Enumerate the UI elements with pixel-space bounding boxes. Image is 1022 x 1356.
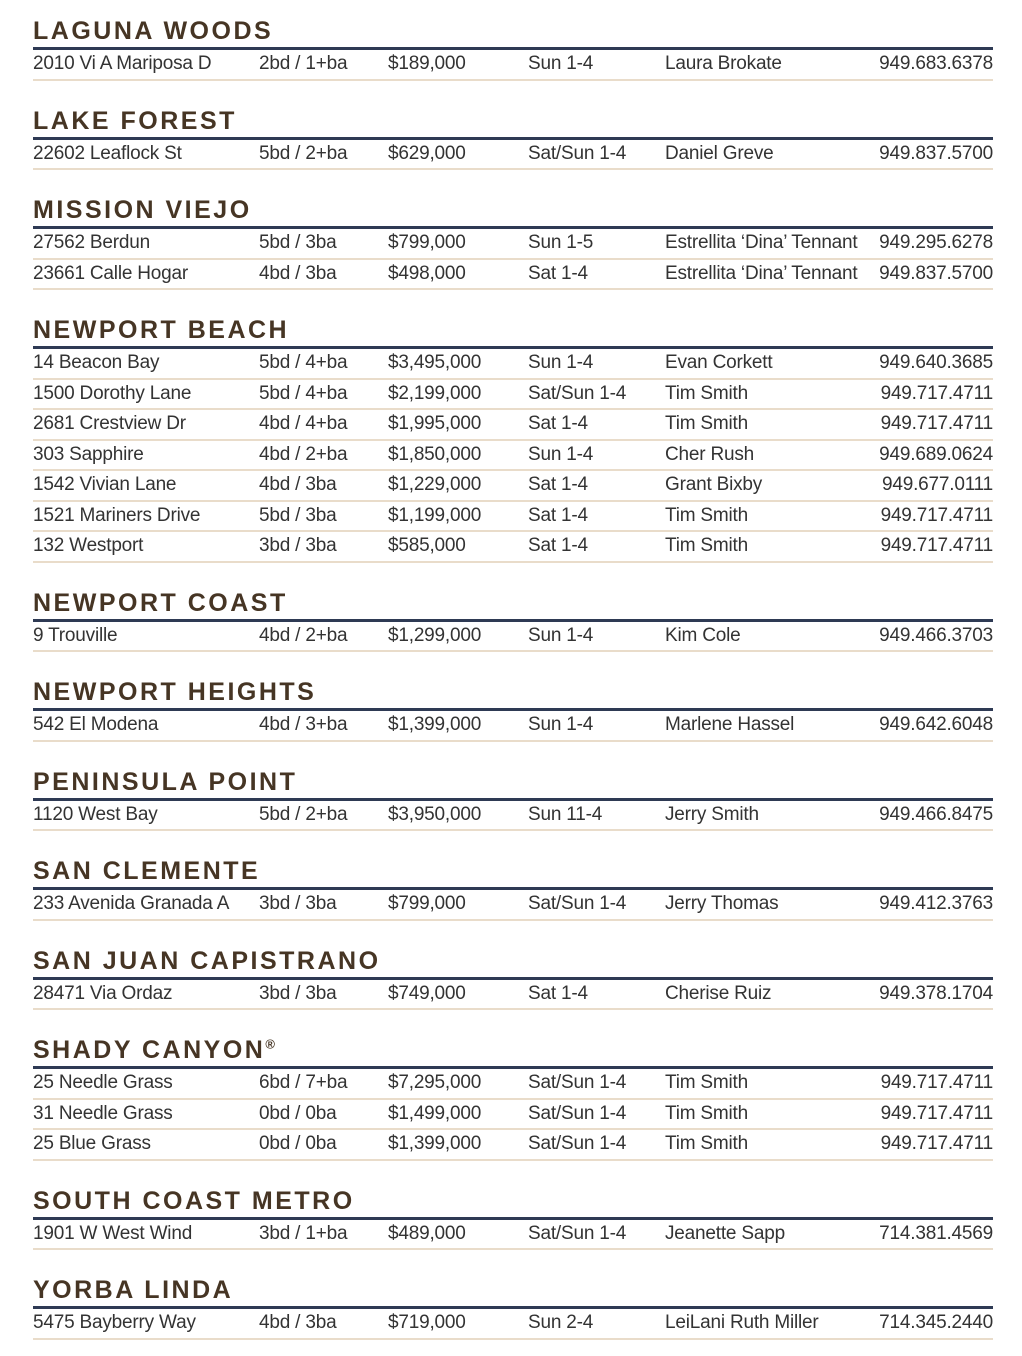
agent-name: Tim Smith bbox=[665, 1072, 748, 1094]
open-house-time: Sun 1-4 bbox=[528, 53, 594, 75]
listing-bed-bath: 0bd / 0ba bbox=[259, 1133, 337, 1155]
listing-rows bbox=[33, 1309, 993, 1340]
listing-price: $1,399,000 bbox=[388, 714, 482, 736]
agent-phone: 949.642.6048 bbox=[879, 714, 993, 736]
listing-price: $719,000 bbox=[388, 1312, 466, 1334]
listing-price: $489,000 bbox=[388, 1222, 466, 1244]
city-section bbox=[33, 680, 993, 742]
open-house-time: Sat 1-4 bbox=[528, 982, 588, 1004]
city-heading-text: LAGUNA WOODS bbox=[33, 17, 274, 45]
agent-name: Estrellita ‘Dina’ Tennant bbox=[665, 232, 858, 254]
city-section bbox=[33, 1278, 993, 1340]
open-house-time: Sat 1-4 bbox=[528, 535, 588, 557]
open-house-time: Sat 1-4 bbox=[528, 413, 588, 435]
listing-rows bbox=[33, 229, 993, 290]
city-heading bbox=[33, 859, 993, 890]
agent-name: Jerry Smith bbox=[665, 803, 759, 825]
listing-address: 23661 Calle Hogar bbox=[33, 262, 189, 284]
open-house-time: Sat/Sun 1-4 bbox=[528, 1072, 627, 1094]
agent-phone: 949.837.5700 bbox=[879, 262, 993, 284]
listing-address: 1901 W West Wind bbox=[33, 1222, 193, 1244]
city-section bbox=[33, 19, 993, 81]
agent-phone: 949.837.5700 bbox=[879, 142, 993, 164]
city-heading bbox=[33, 19, 993, 50]
listing-row bbox=[33, 711, 993, 742]
listing-rows bbox=[33, 50, 993, 81]
listing-bed-bath: 4bd / 4+ba bbox=[259, 413, 348, 435]
agent-name: Laura Brokate bbox=[665, 53, 782, 75]
open-house-time: Sat/Sun 1-4 bbox=[528, 382, 627, 404]
listing-rows bbox=[33, 1220, 993, 1251]
listing-row bbox=[33, 1130, 993, 1161]
listing-rows bbox=[33, 801, 993, 832]
agent-phone: 949.717.4711 bbox=[880, 535, 993, 557]
agent-phone: 949.378.1704 bbox=[879, 982, 993, 1004]
agent-name: Tim Smith bbox=[665, 504, 748, 526]
listing-price: $799,000 bbox=[388, 893, 466, 915]
city-heading bbox=[33, 198, 993, 229]
listing-row bbox=[33, 471, 993, 502]
city-heading bbox=[33, 106, 993, 140]
agent-phone: 949.683.6378 bbox=[879, 53, 993, 75]
city-section bbox=[33, 318, 993, 563]
open-house-time: Sat 1-4 bbox=[528, 504, 588, 526]
city-heading-text: SAN CLEMENTE bbox=[33, 857, 261, 885]
city-heading-text: SHADY CANYON bbox=[33, 1036, 266, 1064]
city-heading bbox=[33, 1186, 993, 1220]
open-house-time: Sun 2-4 bbox=[528, 1312, 594, 1334]
city-heading-text: SOUTH COAST METRO bbox=[33, 1186, 355, 1215]
city-heading-text: NEWPORT BEACH bbox=[33, 316, 290, 344]
city-section bbox=[33, 198, 993, 290]
agent-name: Kim Cole bbox=[665, 624, 741, 646]
listing-bed-bath: 3bd / 3ba bbox=[259, 893, 337, 915]
agent-phone: 714.381.4569 bbox=[879, 1222, 993, 1244]
open-house-time: Sun 1-5 bbox=[528, 232, 594, 254]
listing-row bbox=[33, 980, 993, 1011]
city-heading bbox=[33, 1278, 993, 1309]
listing-row bbox=[33, 380, 993, 411]
agent-phone: 949.717.4711 bbox=[880, 382, 993, 404]
listing-bed-bath: 4bd / 3ba bbox=[259, 1312, 337, 1334]
agent-name: LeiLani Ruth Miller bbox=[665, 1312, 819, 1334]
listing-bed-bath: 5bd / 4+ba bbox=[259, 352, 348, 374]
listing-bed-bath: 4bd / 3ba bbox=[259, 474, 337, 496]
listing-row bbox=[33, 1220, 993, 1251]
listing-price: $7,295,000 bbox=[388, 1072, 482, 1094]
city-heading-text: LAKE FOREST bbox=[33, 106, 237, 135]
city-section bbox=[33, 859, 993, 921]
open-house-time: Sun 1-4 bbox=[528, 352, 594, 374]
listing-address: 5475 Bayberry Way bbox=[33, 1312, 196, 1334]
listing-row bbox=[33, 1309, 993, 1340]
city-heading bbox=[33, 318, 993, 349]
listing-bed-bath: 5bd / 2+ba bbox=[259, 803, 348, 825]
listing-price: $1,995,000 bbox=[388, 413, 482, 435]
listing-rows bbox=[33, 349, 993, 563]
listing-bed-bath: 5bd / 2+ba bbox=[259, 142, 348, 164]
listing-address: 25 Blue Grass bbox=[33, 1133, 151, 1155]
listing-row bbox=[33, 349, 993, 380]
agent-name: Marlene Hassel bbox=[665, 714, 795, 736]
listing-address: 1521 Mariners Drive bbox=[33, 504, 201, 526]
listing-price: $799,000 bbox=[388, 232, 466, 254]
open-house-time: Sat/Sun 1-4 bbox=[528, 1133, 627, 1155]
agent-phone: 949.717.4711 bbox=[880, 1133, 993, 1155]
listing-address: 31 Needle Grass bbox=[33, 1102, 173, 1124]
listings-container bbox=[33, 19, 993, 1340]
listing-price: $1,399,000 bbox=[388, 1133, 482, 1155]
listing-bed-bath: 6bd / 7+ba bbox=[259, 1072, 348, 1094]
open-house-time: Sat 1-4 bbox=[528, 474, 588, 496]
listing-bed-bath: 4bd / 3ba bbox=[259, 262, 337, 284]
listing-address: 303 Sapphire bbox=[33, 443, 144, 465]
listing-row bbox=[33, 140, 993, 171]
listing-price: $2,199,000 bbox=[388, 382, 482, 404]
listing-row bbox=[33, 1069, 993, 1100]
listing-address: 14 Beacon Bay bbox=[33, 352, 160, 374]
agent-name: Jerry Thomas bbox=[665, 893, 779, 915]
agent-phone: 949.717.4711 bbox=[880, 504, 993, 526]
listing-price: $3,495,000 bbox=[388, 352, 482, 374]
listing-price: $1,199,000 bbox=[388, 504, 482, 526]
open-house-time: Sat/Sun 1-4 bbox=[528, 1222, 627, 1244]
listing-address: 1542 Vivian Lane bbox=[33, 474, 177, 496]
agent-phone: 714.345.2440 bbox=[879, 1312, 993, 1334]
agent-phone: 949.466.8475 bbox=[879, 803, 993, 825]
listing-address: 132 Westport bbox=[33, 535, 144, 557]
open-house-time: Sun 1-4 bbox=[528, 714, 594, 736]
listing-price: $1,299,000 bbox=[388, 624, 482, 646]
listing-bed-bath: 3bd / 3ba bbox=[259, 535, 337, 557]
agent-phone: 949.295.6278 bbox=[879, 232, 993, 254]
listing-price: $585,000 bbox=[388, 535, 466, 557]
city-section bbox=[33, 588, 993, 653]
listing-address: 233 Avenida Granada A bbox=[33, 893, 230, 915]
city-section bbox=[33, 1186, 993, 1251]
listing-bed-bath: 3bd / 1+ba bbox=[259, 1222, 348, 1244]
agent-name: Estrellita ‘Dina’ Tennant bbox=[665, 262, 858, 284]
city-heading bbox=[33, 767, 993, 801]
listing-price: $1,850,000 bbox=[388, 443, 482, 465]
agent-name: Cherise Ruiz bbox=[665, 982, 772, 1004]
listing-row bbox=[33, 622, 993, 653]
agent-phone: 949.717.4711 bbox=[880, 413, 993, 435]
listing-rows bbox=[33, 140, 993, 171]
listing-price: $629,000 bbox=[388, 142, 466, 164]
city-heading-text: YORBA LINDA bbox=[33, 1276, 234, 1304]
agent-name: Evan Corkett bbox=[665, 352, 773, 374]
listing-address: 2681 Crestview Dr bbox=[33, 413, 186, 435]
listing-row bbox=[33, 50, 993, 81]
listing-rows bbox=[33, 622, 993, 653]
city-heading-text: MISSION VIEJO bbox=[33, 196, 252, 224]
listing-rows bbox=[33, 711, 993, 742]
agent-name: Grant Bixby bbox=[665, 474, 763, 496]
registered-mark: ® bbox=[265, 1036, 275, 1052]
listing-bed-bath: 4bd / 2+ba bbox=[259, 443, 348, 465]
open-house-time: Sat 1-4 bbox=[528, 262, 588, 284]
listing-row bbox=[33, 441, 993, 472]
listing-address: 28471 Via Ordaz bbox=[33, 982, 173, 1004]
listing-bed-bath: 5bd / 3ba bbox=[259, 504, 337, 526]
listing-price: $1,229,000 bbox=[388, 474, 482, 496]
open-house-time: Sun 1-4 bbox=[528, 624, 594, 646]
listing-bed-bath: 2bd / 1+ba bbox=[259, 53, 348, 75]
listing-bed-bath: 4bd / 2+ba bbox=[259, 624, 348, 646]
agent-phone: 949.677.0111 bbox=[881, 474, 993, 496]
listing-row bbox=[33, 1100, 993, 1131]
agent-name: Jeanette Sapp bbox=[665, 1222, 785, 1244]
listing-address: 2010 Vi A Mariposa D bbox=[33, 53, 212, 75]
city-section bbox=[33, 106, 993, 171]
agent-name: Daniel Greve bbox=[665, 142, 774, 164]
listing-address: 1120 West Bay bbox=[33, 803, 158, 825]
city-heading bbox=[33, 1038, 993, 1069]
listing-row bbox=[33, 532, 993, 563]
listing-price: $3,950,000 bbox=[388, 803, 482, 825]
listing-address: 25 Needle Grass bbox=[33, 1072, 173, 1094]
agent-phone: 949.466.3703 bbox=[879, 624, 993, 646]
city-heading-text: NEWPORT COAST bbox=[33, 588, 288, 617]
agent-phone: 949.412.3763 bbox=[879, 893, 993, 915]
agent-phone: 949.640.3685 bbox=[879, 352, 993, 374]
open-house-time: Sun 11-4 bbox=[528, 803, 603, 825]
listing-bed-bath: 5bd / 4+ba bbox=[259, 382, 348, 404]
open-house-time: Sun 1-4 bbox=[528, 443, 594, 465]
listing-address: 542 El Modena bbox=[33, 714, 159, 736]
listing-row bbox=[33, 229, 993, 260]
city-heading bbox=[33, 680, 993, 711]
listing-row bbox=[33, 502, 993, 533]
agent-name: Tim Smith bbox=[665, 535, 748, 557]
agent-phone: 949.717.4711 bbox=[880, 1072, 993, 1094]
city-heading-text: NEWPORT HEIGHTS bbox=[33, 678, 317, 706]
agent-name: Cher Rush bbox=[665, 443, 755, 465]
listing-price: $498,000 bbox=[388, 262, 466, 284]
listing-bed-bath: 3bd / 3ba bbox=[259, 982, 337, 1004]
agent-name: Tim Smith bbox=[665, 413, 748, 435]
listing-rows bbox=[33, 980, 993, 1011]
city-heading bbox=[33, 588, 993, 622]
agent-phone: 949.689.0624 bbox=[879, 443, 993, 465]
listing-rows bbox=[33, 890, 993, 921]
open-house-time: Sat/Sun 1-4 bbox=[528, 1102, 627, 1124]
listing-price: $189,000 bbox=[388, 53, 466, 75]
listing-rows bbox=[33, 1069, 993, 1161]
listing-row bbox=[33, 260, 993, 291]
agent-name: Tim Smith bbox=[665, 1133, 748, 1155]
listing-bed-bath: 5bd / 3ba bbox=[259, 232, 337, 254]
city-section bbox=[33, 1038, 993, 1161]
listing-price: $1,499,000 bbox=[388, 1102, 482, 1124]
city-section bbox=[33, 767, 993, 832]
agent-phone: 949.717.4711 bbox=[880, 1102, 993, 1124]
listing-row bbox=[33, 890, 993, 921]
city-heading bbox=[33, 946, 993, 980]
agent-name: Tim Smith bbox=[665, 382, 748, 404]
listing-address: 27562 Berdun bbox=[33, 232, 150, 254]
open-house-time: Sat/Sun 1-4 bbox=[528, 893, 627, 915]
listing-price: $749,000 bbox=[388, 982, 466, 1004]
city-section bbox=[33, 946, 993, 1011]
listing-row bbox=[33, 801, 993, 832]
agent-name: Tim Smith bbox=[665, 1102, 748, 1124]
open-house-time: Sat/Sun 1-4 bbox=[528, 142, 627, 164]
listing-bed-bath: 0bd / 0ba bbox=[259, 1102, 337, 1124]
listing-address: 1500 Dorothy Lane bbox=[33, 382, 192, 404]
listing-bed-bath: 4bd / 3+ba bbox=[259, 714, 348, 736]
listing-row bbox=[33, 410, 993, 441]
city-heading-text: SAN JUAN CAPISTRANO bbox=[33, 946, 381, 975]
listing-address: 9 Trouville bbox=[33, 624, 118, 646]
listing-address: 22602 Leaflock St bbox=[33, 142, 182, 164]
city-heading-text: PENINSULA POINT bbox=[33, 767, 298, 796]
